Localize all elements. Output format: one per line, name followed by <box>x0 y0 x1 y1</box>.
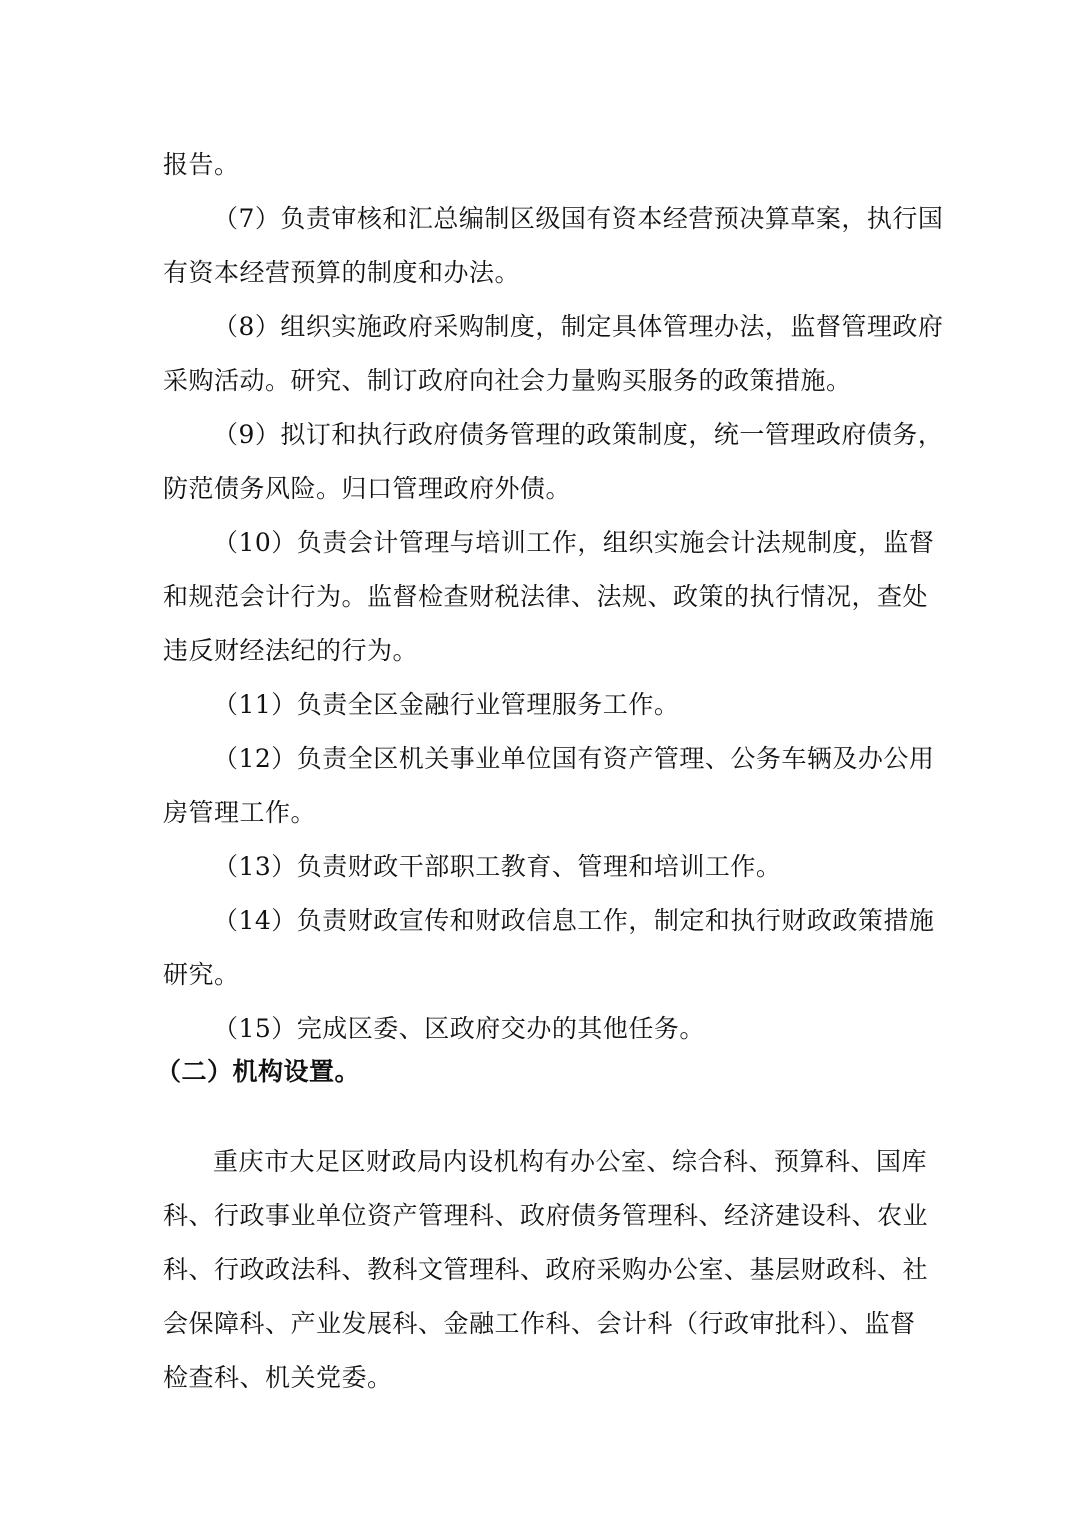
text-line: 和规范会计行为。监督检查财税法律、法规、政策的执行情况，查处 <box>163 582 929 611</box>
text-line: 防范债务风险。归口管理政府外债。 <box>163 474 572 503</box>
text-line: （10）负责会计管理与培训工作，组织实施会计法规制度，监督 <box>213 528 935 557</box>
text-line: 报告。 <box>163 150 240 179</box>
text-line: 重庆市大足区财政局内设机构有办公室、综合科、预算科、国库 <box>213 1147 928 1176</box>
text-line: 采购活动。研究、制订政府向社会力量购买服务的政策措施。 <box>163 366 852 395</box>
text-line: 检查科、机关党委。 <box>163 1363 393 1392</box>
text-line: （7）负责审核和汇总编制区级国有资本经营预决算草案，执行国 <box>213 204 944 233</box>
text-line: 科、行政政法科、教科文管理科、政府采购办公室、基层财政科、社 <box>163 1255 929 1284</box>
text-line: 科、行政事业单位资产管理科、政府债务管理科、经济建设科、农业 <box>163 1201 929 1230</box>
text-line: 违反财经法纪的行为。 <box>163 636 419 665</box>
text-line: （11）负责全区金融行业管理服务工作。 <box>213 690 680 719</box>
section-heading: （二）机构设置。 <box>156 1057 361 1086</box>
text-line: （12）负责全区机关事业单位国有资产管理、公务车辆及办公用 <box>213 744 935 773</box>
text-line: （9）拟订和执行政府债务管理的政策制度，统一管理政府债务， <box>213 420 944 449</box>
text-line: （13）负责财政干部职工教育、管理和培训工作。 <box>213 852 782 881</box>
text-line: （14）负责财政宣传和财政信息工作，制定和执行财政政策措施 <box>213 906 935 935</box>
text-line: 房管理工作。 <box>163 798 317 827</box>
text-line: （8）组织实施政府采购制度，制定具体管理办法，监督管理政府 <box>213 312 944 341</box>
text-line: 会保障科、产业发展科、金融工作科、会计科（行政审批科）、监督 <box>163 1309 916 1338</box>
text-line: 有资本经营预算的制度和办法。 <box>163 258 521 287</box>
text-line: （15）完成区委、区政府交办的其他任务。 <box>213 1014 705 1043</box>
text-line: 研究。 <box>163 960 240 989</box>
